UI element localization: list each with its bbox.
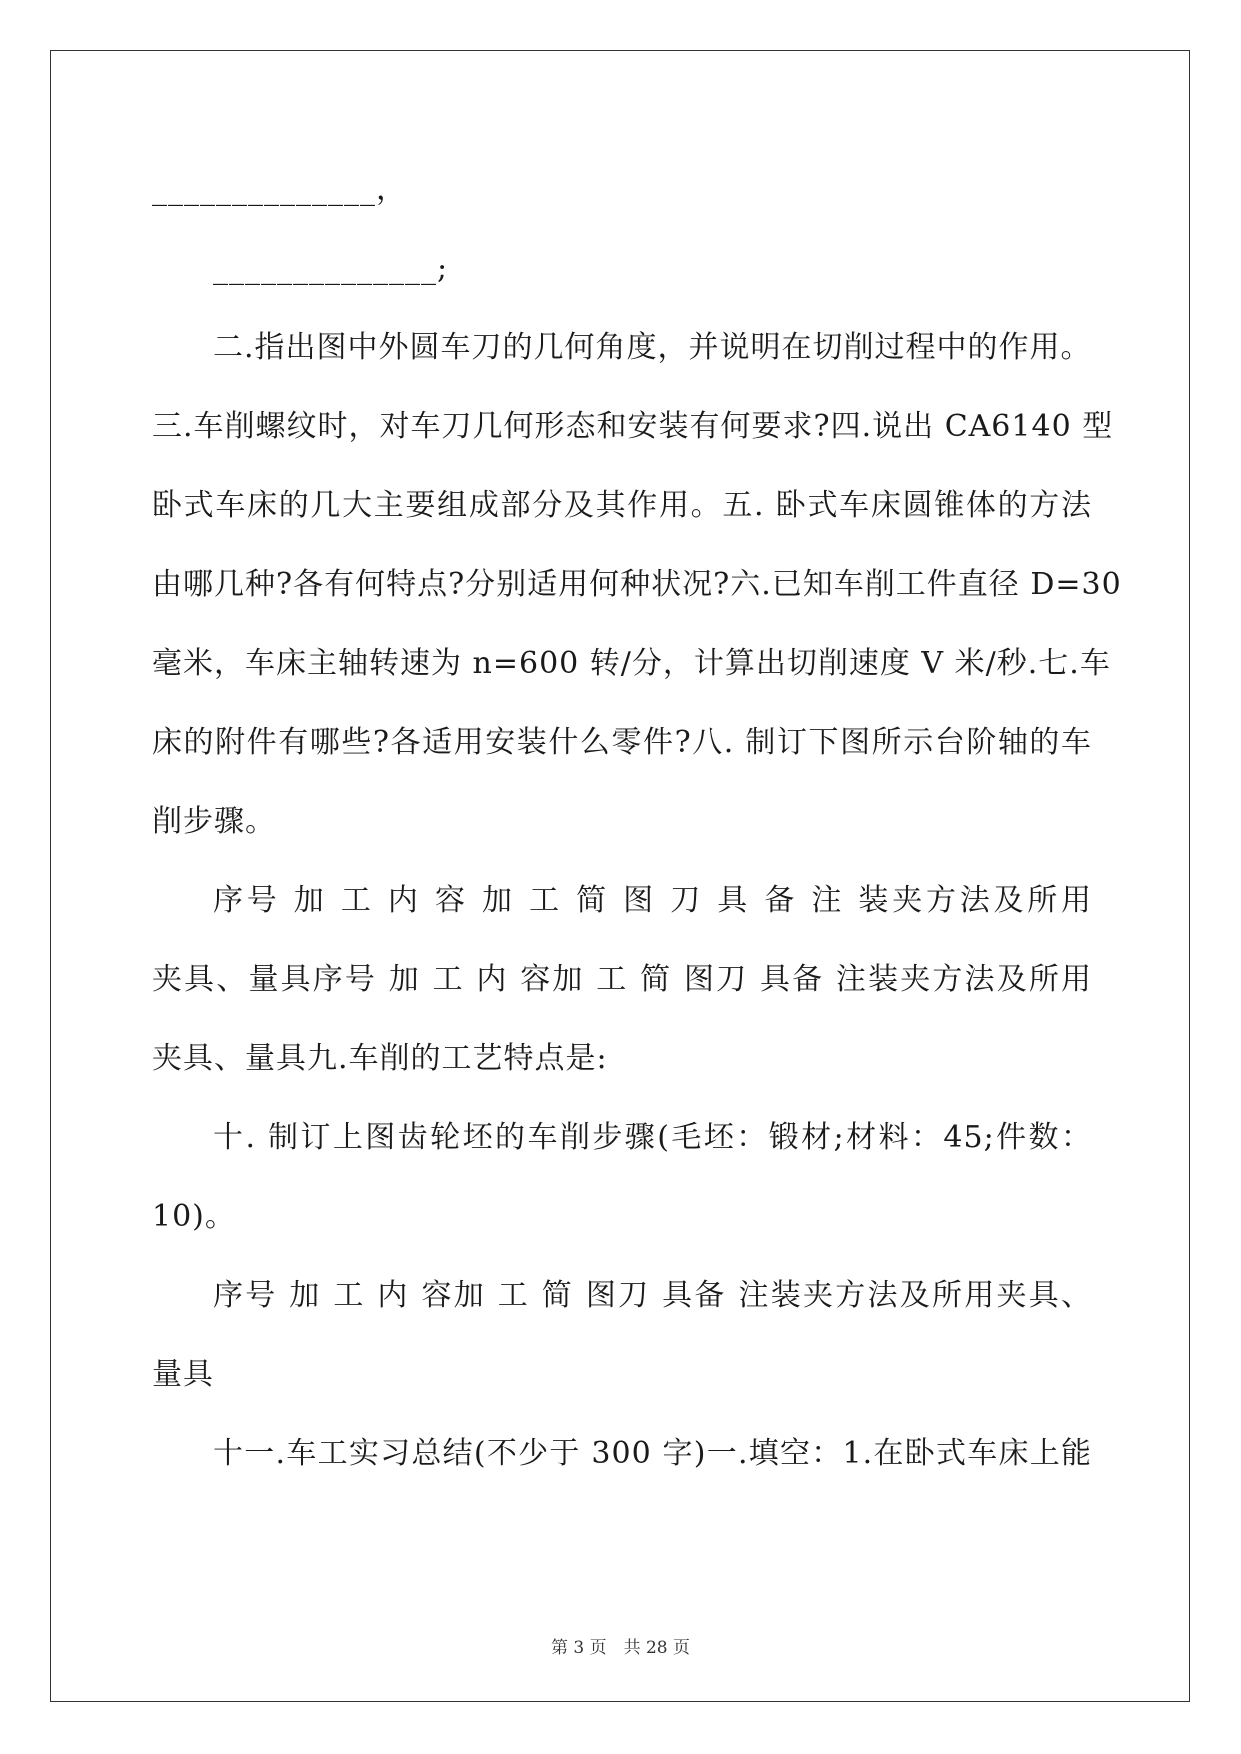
paragraph-line: 毫米，车床主轴转速为 n=600 转/分，计算出切削速度 V 米/秒.七.车 (152, 646, 1111, 681)
paragraph-line: 序号 加 工 内 容加 工 简 图刀 具备 注装夹方法及所用夹具、 (213, 1278, 1092, 1313)
paragraph-line: 夹具、量具九.车削的工艺特点是: (152, 1041, 608, 1076)
paragraph-line: 序号 加 工 内 容 加 工 简 图 刀 具 备 注 装夹方法及所用 (213, 883, 1092, 918)
document-body (152, 150, 1122, 1493)
paragraph-line: 十一.车工实习总结(不少于 300 字)一.填空：1.在卧式车床上能 (213, 1436, 1092, 1471)
paragraph-line: 夹具、量具序号 加 工 内 容加 工 简 图刀 具备 注装夹方法及所用 (152, 962, 1092, 997)
blank-line-1: ______________， (152, 172, 407, 207)
paragraph-line: 卧式车床的几大主要组成部分及其作用。五. 卧式车床圆锥体的方法 (152, 488, 1092, 523)
paragraph-line: 三.车削螺纹时，对车刀几何形态和安装有何要求?四.说出 CA6140 型 (152, 409, 1114, 444)
paragraph-line: 十. 制订上图齿轮坯的车削步骤(毛坯：锻材;材料：45;件数： (213, 1120, 1092, 1155)
paragraph-line: 10)。 (152, 1199, 236, 1234)
paragraph-line: 量具 (152, 1357, 214, 1392)
page-footer: 第 3 页 共 28 页 (550, 1638, 691, 1658)
paragraph-line: 削步骤。 (152, 804, 276, 839)
blank-line-2: ______________; (213, 251, 449, 286)
paragraph-line: 由哪几种?各有何特点?分别适用何种状况?六.已知车削工件直径 D=30 (152, 567, 1122, 602)
paragraph-line: 二.指出图中外圆车刀的几何角度，并说明在切削过程中的作用。 (213, 330, 1092, 365)
paragraph-line: 床的附件有哪些?各适用安装什么零件?八. 制订下图所示台阶轴的车 (152, 725, 1092, 760)
